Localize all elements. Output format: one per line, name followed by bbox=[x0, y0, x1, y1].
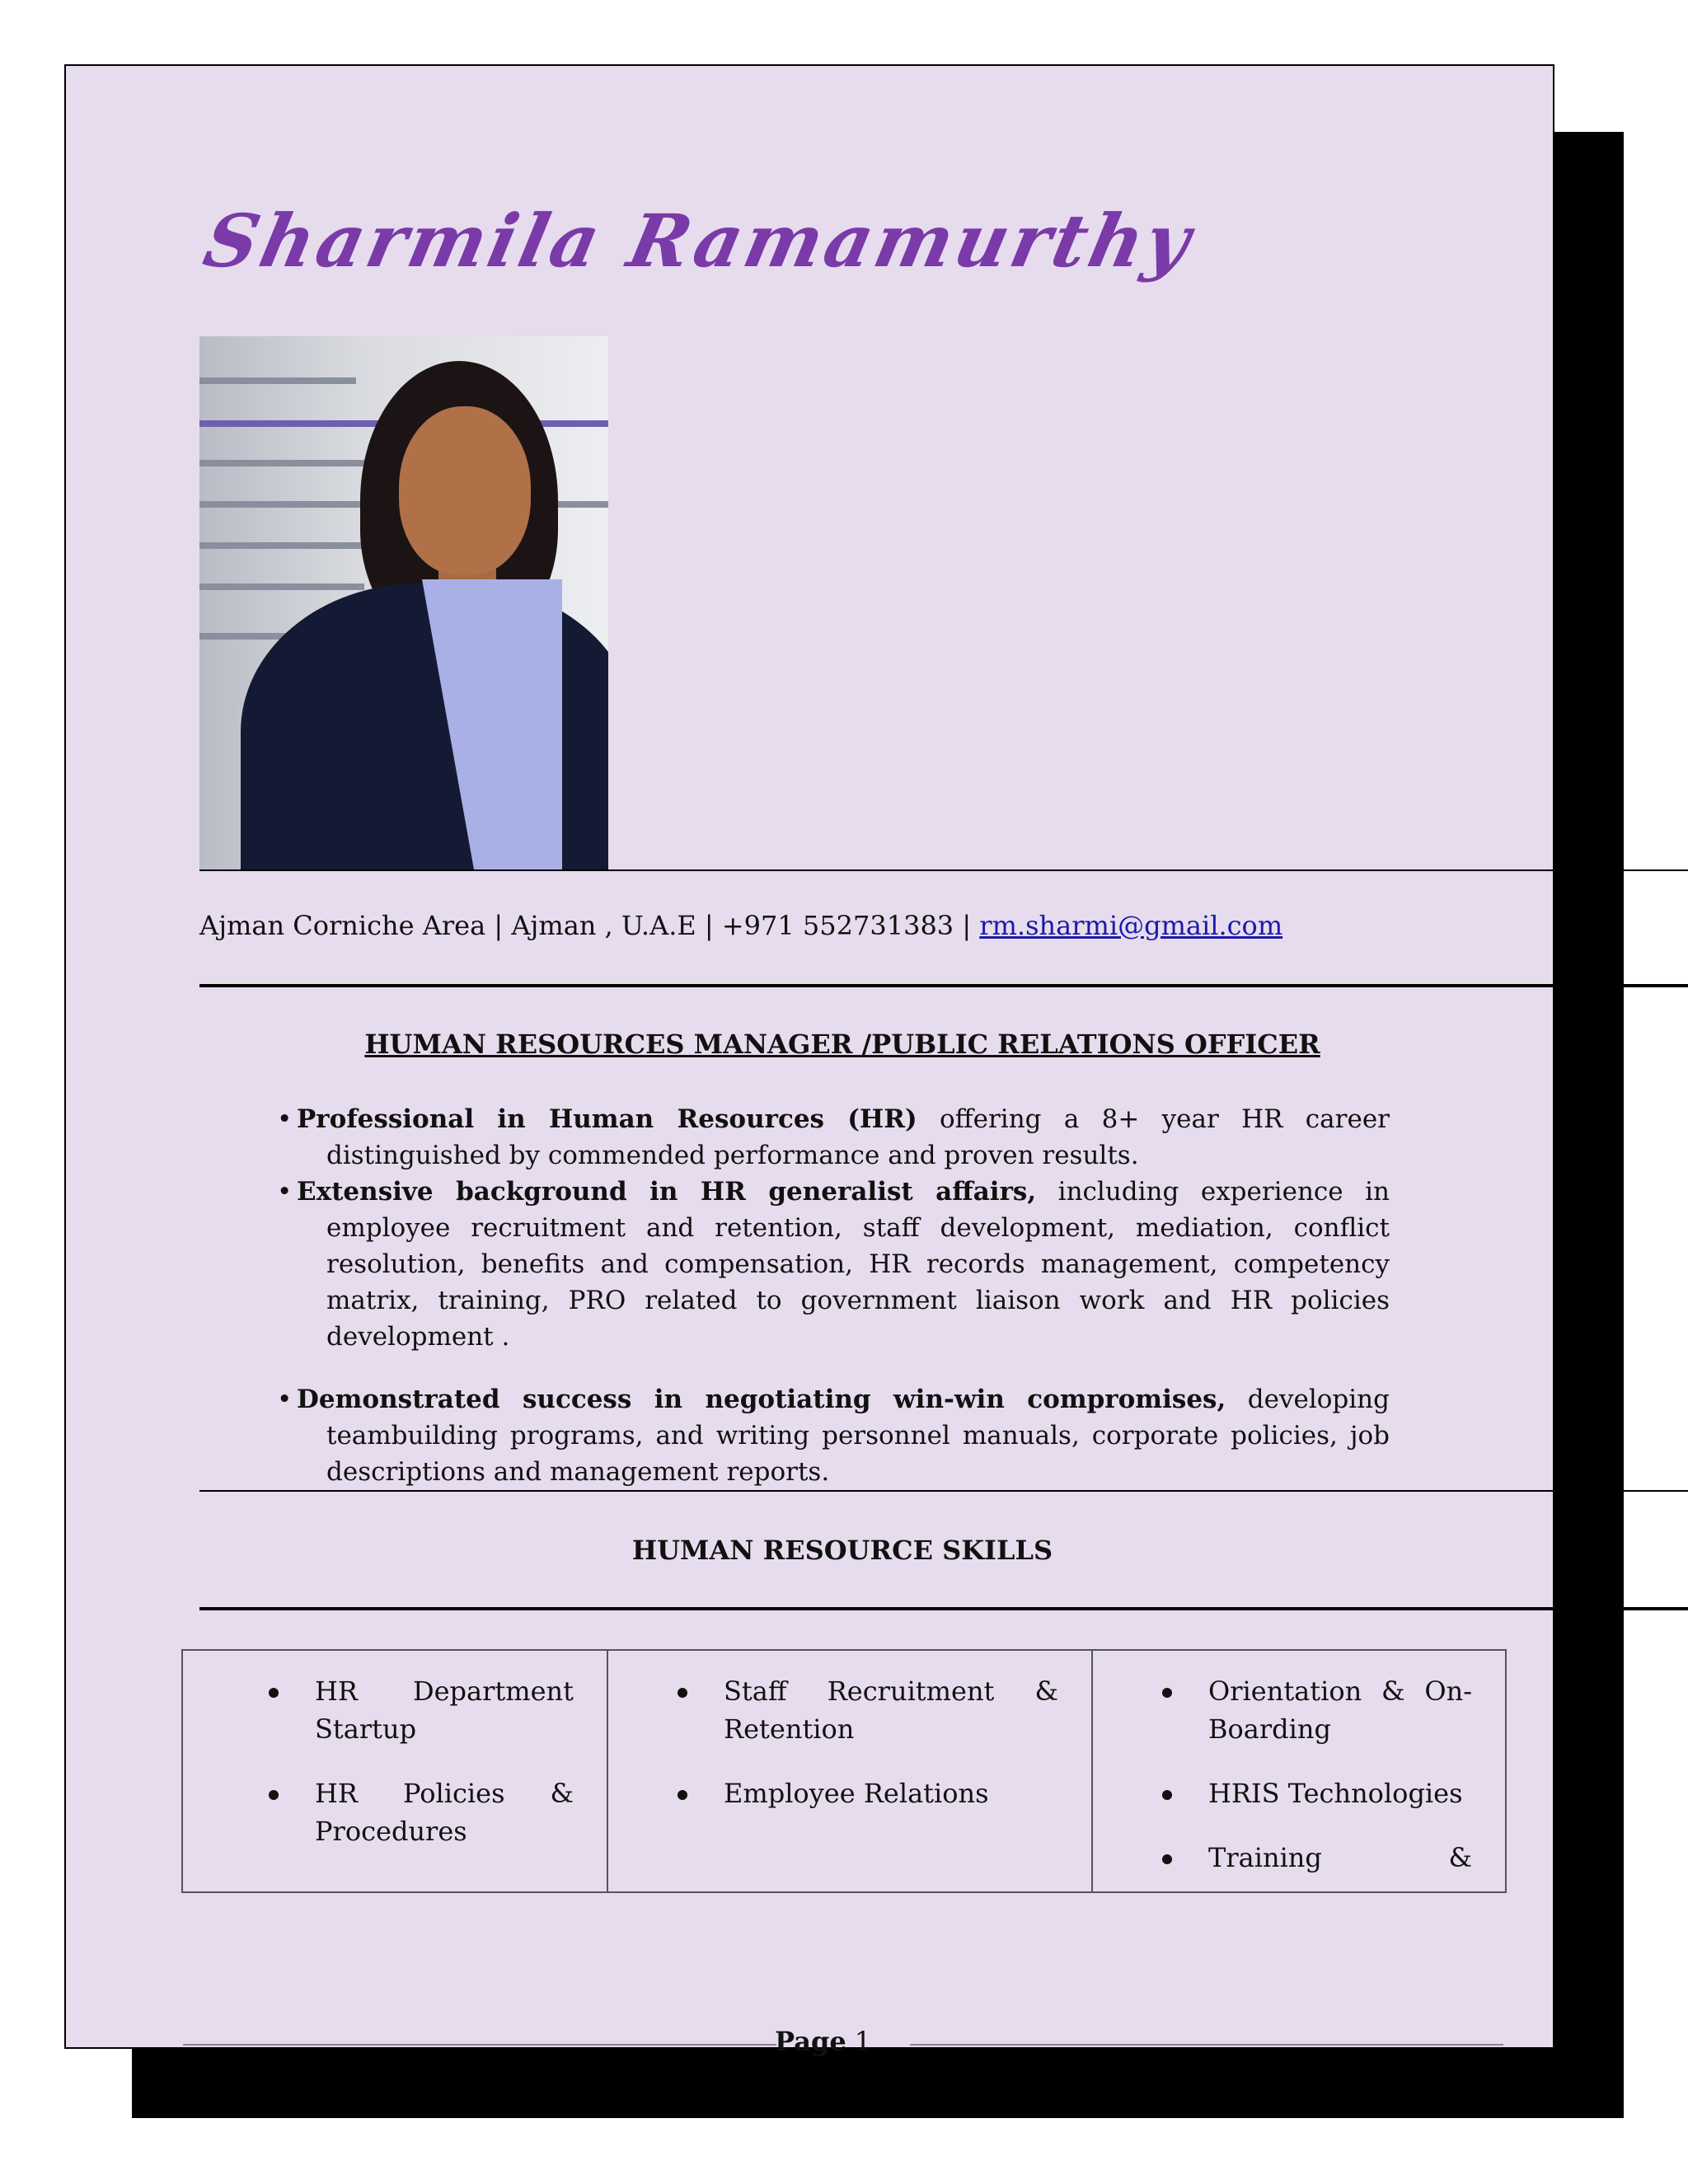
skill-item bbox=[1093, 1672, 1505, 1748]
footer-rule bbox=[183, 2044, 776, 2046]
summary-item-text: offering a 8+ year HR career distinguished by commended performance and proven results. bbox=[326, 1104, 1390, 1170]
bullet-icon bbox=[1162, 1790, 1172, 1800]
skill-item bbox=[183, 1774, 607, 1850]
bullet-icon: • bbox=[277, 1177, 293, 1207]
skills-column bbox=[183, 1651, 607, 1891]
divider-line bbox=[199, 869, 1688, 871]
divider-line bbox=[199, 1490, 1688, 1492]
skill-label: HR Policies & Procedures bbox=[315, 1778, 574, 1847]
candidate-name: Sharmila Ramamurthy bbox=[196, 198, 1202, 284]
photo-face bbox=[399, 406, 531, 575]
skills-table bbox=[181, 1649, 1507, 1893]
window-blind bbox=[199, 583, 364, 590]
footer-rule bbox=[910, 2044, 1503, 2046]
bullet-icon bbox=[269, 1790, 279, 1800]
window-blind bbox=[199, 377, 356, 384]
summary-item-lead: Extensive background in HR generalist affairs, bbox=[297, 1177, 1037, 1207]
bullet-icon bbox=[1162, 1688, 1172, 1698]
skill-label: Employee Relations bbox=[724, 1778, 989, 1809]
bullet-icon: • bbox=[277, 1104, 293, 1134]
profile-photo bbox=[199, 336, 608, 870]
summary-item bbox=[277, 1174, 1390, 1355]
skill-item bbox=[183, 1672, 607, 1748]
skill-item bbox=[1093, 1774, 1505, 1812]
skill-label: Staff Recruitment & Retention bbox=[724, 1675, 1058, 1745]
skill-label: HR Department Startup bbox=[315, 1675, 574, 1745]
summary-item bbox=[277, 1381, 1390, 1490]
summary-item-text: developing teambuilding programs, and writing personnel manuals, corporate policies, job descriptions and management reports. bbox=[326, 1385, 1390, 1487]
page-number bbox=[775, 2026, 871, 2057]
job-title: HUMAN RESOURCES MANAGER /PUBLIC RELATIONS OFFICER bbox=[364, 1029, 1320, 1060]
email-link[interactable]: rm.sharmi@gmail.com bbox=[979, 910, 1283, 941]
summary-item-lead: Professional in Human Resources (HR) bbox=[297, 1104, 917, 1134]
skill-item bbox=[608, 1672, 1091, 1748]
skills-column bbox=[607, 1651, 1091, 1891]
skill-item bbox=[608, 1774, 1091, 1812]
skills-heading: HUMAN RESOURCE SKILLS bbox=[631, 1535, 1053, 1566]
bullet-icon bbox=[678, 1688, 687, 1698]
skill-label: Orientation & On-Boarding bbox=[1208, 1675, 1472, 1745]
skill-label: Training & bbox=[1208, 1842, 1472, 1873]
bullet-icon bbox=[678, 1790, 687, 1800]
contact-address: Ajman Corniche Area | Ajman , U.A.E | +971 552731383 | bbox=[199, 910, 980, 941]
divider-line bbox=[199, 984, 1688, 987]
divider-line bbox=[199, 1607, 1688, 1610]
skills-column bbox=[1091, 1651, 1505, 1891]
summary-item-text: including experience in employee recruitment and retention, staff development, mediation, conflict resolution, benefits and compensation, HR records management, competency matrix, training, PRO related to government liaison work and HR policies development . bbox=[326, 1177, 1390, 1352]
page-word: Page bbox=[775, 2026, 846, 2057]
bullet-icon bbox=[1162, 1854, 1172, 1864]
summary-item-lead: Demonstrated success in negotiating win-win compromises, bbox=[297, 1385, 1226, 1414]
summary-item bbox=[277, 1101, 1390, 1174]
summary-list bbox=[277, 1101, 1390, 1490]
bullet-icon: • bbox=[277, 1385, 293, 1414]
contact-line bbox=[199, 910, 1282, 941]
page-number-value: 1 bbox=[854, 2026, 872, 2057]
skill-item bbox=[1093, 1839, 1505, 1877]
bullet-icon bbox=[269, 1688, 279, 1698]
skill-label: HRIS Technologies bbox=[1208, 1778, 1463, 1809]
